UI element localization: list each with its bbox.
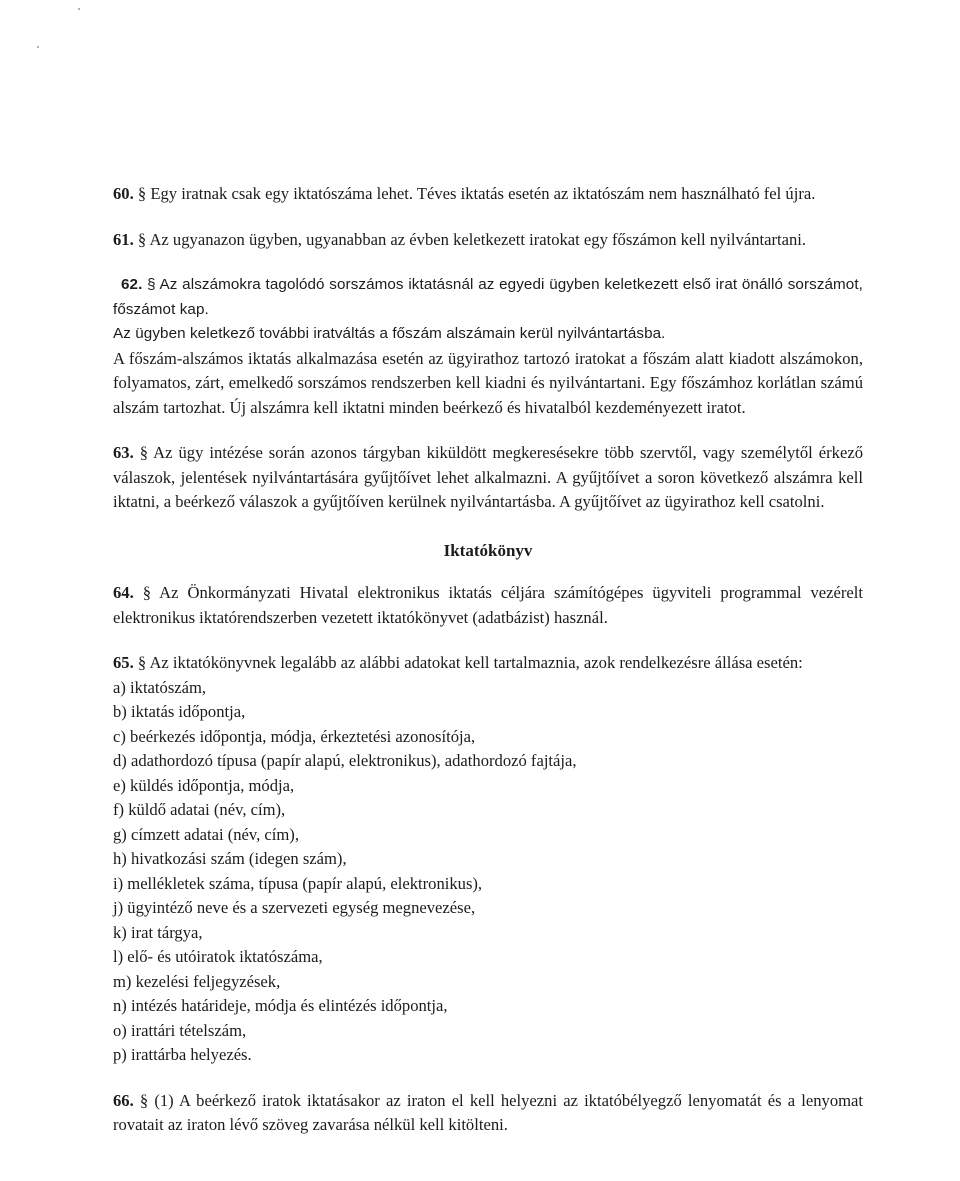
- section-text: Az iktatókönyvnek legalább az alábbi adatokat kell tartalmaznia, azok rendelkezésre állása esetén:: [149, 653, 803, 672]
- section-65: [113, 651, 863, 676]
- section-61: [113, 228, 863, 253]
- list-item: e) küldés időpontja, módja,: [113, 775, 295, 795]
- section-text: (1) A beérkező iratok iktatásakor az iraton el kell helyezni az iktatóbélyegző lenyomatát és a lenyomat rovatait az iraton lévő szöveg zavarása nélkül kell kitölteni.: [113, 1090, 864, 1134]
- section-62: [113, 273, 863, 347]
- list-item: g) címzett adatai (név, cím),: [113, 824, 299, 844]
- section-sign: §: [139, 1090, 149, 1110]
- list-item: l) elő- és utóiratok iktatószáma,: [113, 947, 323, 966]
- scan-speck: [37, 46, 39, 48]
- list-item: f) küldő adatai (név, cím),: [113, 800, 286, 819]
- section-number: 63.: [113, 443, 134, 462]
- section-sign: §: [137, 229, 147, 249]
- section-sign: §: [137, 184, 147, 203]
- list-item: d) adathordozó típusa (papír alapú, elektronikus), adathordozó fajtája,: [113, 751, 577, 770]
- section-sign: §: [139, 443, 149, 462]
- section-64: [113, 581, 863, 630]
- section-number: 66.: [113, 1090, 134, 1110]
- list-item: i) mellékletek száma, típusa (papír alapú, elektronikus),: [113, 873, 483, 893]
- list-item: p) irattárba helyezés.: [113, 1045, 252, 1064]
- section-text: Az Önkormányzati Hivatal elektronikus iktatás céljára számítógépes ügyviteli programmal vezérelt elektronikus iktatórendszerben vezetett iktatókönyvet (adatbázist) használ.: [113, 583, 863, 627]
- section-text: Az alszámokra tagolódó sorszámos iktatásnál az egyedi ügyben keletkezett első irat önálló sorszámot, főszámot kap.: [113, 276, 863, 318]
- section-66: [113, 1089, 863, 1138]
- document-body: [113, 182, 863, 1138]
- section-text: Az ügy intézése során azonos tárgyban kiküldött megkeresésekre több szervtől, vagy személytől érkező válaszok, jelentések nyilvántartására gyűjtőívet lehet alkalmazni. A gyűjtőívet a soron következő alszámra kell iktatni, a beérkező válaszok a gyűjtőíven kerülnek nyilvántartásba. A gyűjtőívet az ügyirathoz kell csatolni.: [113, 443, 863, 511]
- scan-speck: [78, 8, 80, 10]
- section-62-line3: A főszám-alszámos iktatás alkalmazása esetén az ügyirathoz tartozó iratokat a főszám alatt kiadott alszámokon, folyamatos, zárt, emelkedő sorszámos rendszerben kell kiadni és nyilvántartani. Egy főszámhoz korlátlan számú alszám tartozhat. Új alszámra kell iktatni minden beérkező és hivatalból kezdeményezett iratot.: [113, 348, 863, 417]
- section-sign: §: [147, 276, 156, 293]
- section-62-first: [113, 273, 863, 322]
- section-number: 62.: [121, 276, 143, 293]
- section-63: [113, 441, 863, 515]
- list-item: o) irattári tételszám,: [113, 1020, 247, 1040]
- list-item: a) iktatószám,: [113, 677, 207, 697]
- section-number: 64.: [113, 583, 134, 602]
- section-text: Egy iratnak csak egy iktatószáma lehet. Téves iktatás esetén az iktatószám nem használható fel újra.: [150, 184, 816, 203]
- section-number: 65.: [113, 653, 134, 672]
- list-item: m) kezelési feljegyzések,: [113, 971, 281, 991]
- list-item: k) irat tárgya,: [113, 922, 203, 942]
- section-60: [113, 182, 863, 207]
- section-65-list: [113, 676, 863, 1068]
- list-item: j) ügyintéző neve és a szervezeti egység megnevezése,: [113, 898, 476, 917]
- section-number: 61.: [113, 229, 134, 249]
- list-item: n) intézés határideje, módja és elintézés időpontja,: [113, 996, 448, 1015]
- section-sign: §: [137, 653, 147, 672]
- list-item: c) beérkezés időpontja, módja, érkeztetési azonosítója,: [113, 726, 476, 746]
- section-sign: §: [142, 583, 152, 602]
- section-text: Az ugyanazon ügyben, ugyanabban az évben keletkezett iratokat egy főszámon kell nyilvántartani.: [149, 229, 807, 249]
- list-item: b) iktatás időpontja,: [113, 702, 246, 721]
- section-62-line2: Az ügyben keletkező további iratváltás a főszám alszámain kerül nyilvántartásba.: [113, 325, 666, 342]
- section-heading: Iktatókönyv: [443, 540, 533, 560]
- list-item: h) hivatkozási szám (idegen szám),: [113, 849, 347, 868]
- section-number: 60.: [113, 184, 134, 203]
